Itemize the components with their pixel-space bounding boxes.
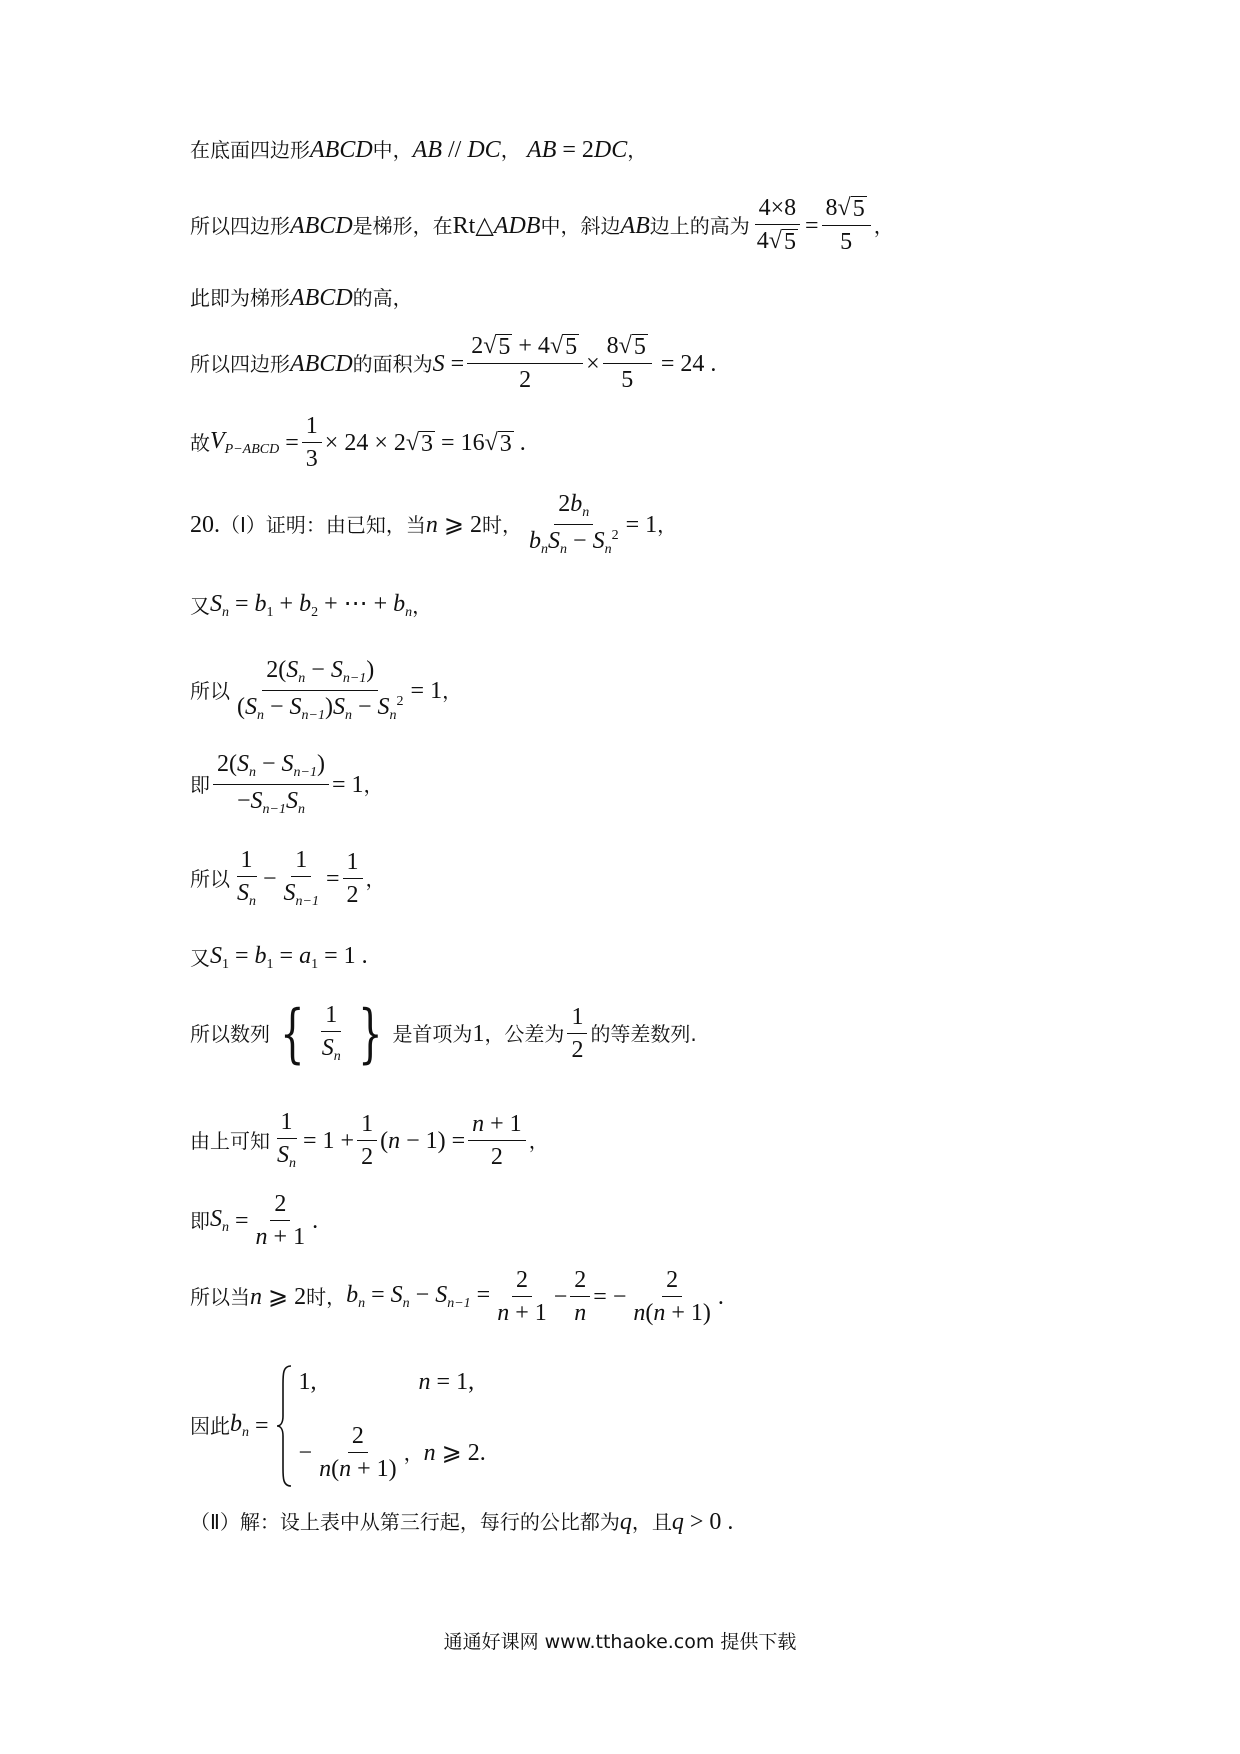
fraction: $\frac{1}{2}$ — [343, 850, 363, 908]
line-15: 所以当 n ⩾ 2 时， $b_n = S_n - S_{n-1}$ = $\frac{2}{n + 1}$ − $\frac{2}{n}$ = − $\frac{2}{n(n + 1)}$ . — [190, 1267, 724, 1327]
line-3: 此即为梯形 ABCD 的高， — [190, 285, 413, 311]
left-brace-icon — [275, 1364, 293, 1488]
line-9: 即 $\frac{2(S_n - S_{n-1})}{-S_{n-1}S_n}$ = 1 ， — [190, 751, 384, 817]
line-14: 即 $S_n$ = $\frac{2}{n + 1}$ . — [190, 1191, 319, 1251]
fraction: 2 √ 5 + 4 √ 5 2 — [467, 334, 583, 393]
fraction: $\frac{2}{n + 1}$ — [255, 1191, 306, 1251]
line-17: （Ⅱ）解：设上表中从第三行起，每行的公比都为 q ，且 q > 0 . — [190, 1509, 734, 1535]
fraction: $\frac{1}{2}$ — [357, 1112, 377, 1170]
cases: 1, n = 1, − $\frac{2}{n(n + 1)}$ ， n ⩾ 2. — [298, 1369, 486, 1482]
line-13: 由上可知 $\frac{1}{S_n}$ = 1 + $\frac{1}{2}$ (n − 1) = $\frac{n + 1}{2}$ ， — [190, 1109, 549, 1172]
page-footer: 通通好课网 www.tthaoke.com 提供下载 — [443, 1631, 797, 1653]
fraction: $\frac{1}{S_n}$ — [321, 1002, 341, 1065]
fraction: 8 √ 5 5 — [603, 334, 652, 393]
fraction: $\frac{2}{n(n + 1)}$ — [633, 1267, 711, 1327]
fraction: $\frac{2}{n}$ — [570, 1268, 590, 1326]
line-5: 故 $V_{P-ABCD}$ = $\frac{1}{3}$ × 24 × 2 √ 3 = 16 √ 3 . — [190, 413, 526, 473]
fraction: $\frac{2(S_n - S_{n-1})}{(S_n - S_{n-1})S_n - S_n^2}$ — [237, 657, 404, 723]
fraction: 8 √ 5 5 — [822, 196, 871, 255]
line-4: 所以四边形 ABCD 的面积为 S = 2 √ 5 + 4 √ 5 2 × 8 √ 5 5 = 24 . — [190, 333, 717, 394]
line-7: 又 $S_n = b_1 + b_2$ + ⋯ + $b_n$ ， — [190, 591, 433, 620]
line-10: 所以 $\frac{1}{S_n}$ − $\frac{1}{S_{n-1}}$ = $\frac{1}{2}$ ， — [190, 847, 386, 910]
fraction: $\frac{1}{S_n}$ — [237, 847, 256, 910]
line-1: 在底面四边形 ABCD 中， AB // DC ， AB = 2 DC ， — [190, 137, 648, 163]
line-6: 20. （Ⅰ）证明：由已知，当 n ⩾ 2 时， $\frac{2b_n}{b_nS_n - S_n^2}$ = 1 ， — [190, 491, 678, 557]
line-16: 因此 $b_n$ = 1, n = 1, − $\frac{2}{n(n + 1)}$ ， n ⩾ 2. — [190, 1364, 486, 1488]
fraction: $\frac{2b_n}{b_nS_n - S_n^2}$ — [529, 491, 619, 557]
fraction: 4×8 4 √ 5 — [753, 196, 802, 255]
fraction: $\frac{1}{3}$ — [302, 414, 322, 472]
line-11: 又 $S_1 = b_1 = a_1 = 1$ . — [190, 943, 368, 972]
fraction: $\frac{2}{n + 1}$ — [497, 1267, 547, 1327]
fraction: $\frac{n + 1}{2}$ — [468, 1112, 526, 1170]
line-2: 所以四边形 ABCD 是梯形，在 Rt△ ADB 中，斜边 AB 边上的高为 4×8 4 √ 5 = 8 √ 5 5 ， — [190, 195, 894, 256]
line-8: 所以 $\frac{2(S_n - S_{n-1})}{(S_n - S_{n-1})S_n - S_n^2}$ = 1 ， — [190, 657, 463, 723]
fraction: $\frac{1}{S_{n-1}}$ — [283, 847, 319, 910]
line-12: 所以数列 { $\frac{1}{S_n}$ } 是首项为 1 ，公差为 $\frac{1}{2}$ 的等差数列. — [190, 997, 697, 1071]
fraction: $\frac{1}{S_n}$ — [277, 1109, 296, 1172]
fraction: $\frac{2(S_n - S_{n-1})}{-S_{n-1}S_n}$ — [213, 752, 329, 817]
fraction: $\frac{1}{2}$ — [567, 1005, 587, 1063]
